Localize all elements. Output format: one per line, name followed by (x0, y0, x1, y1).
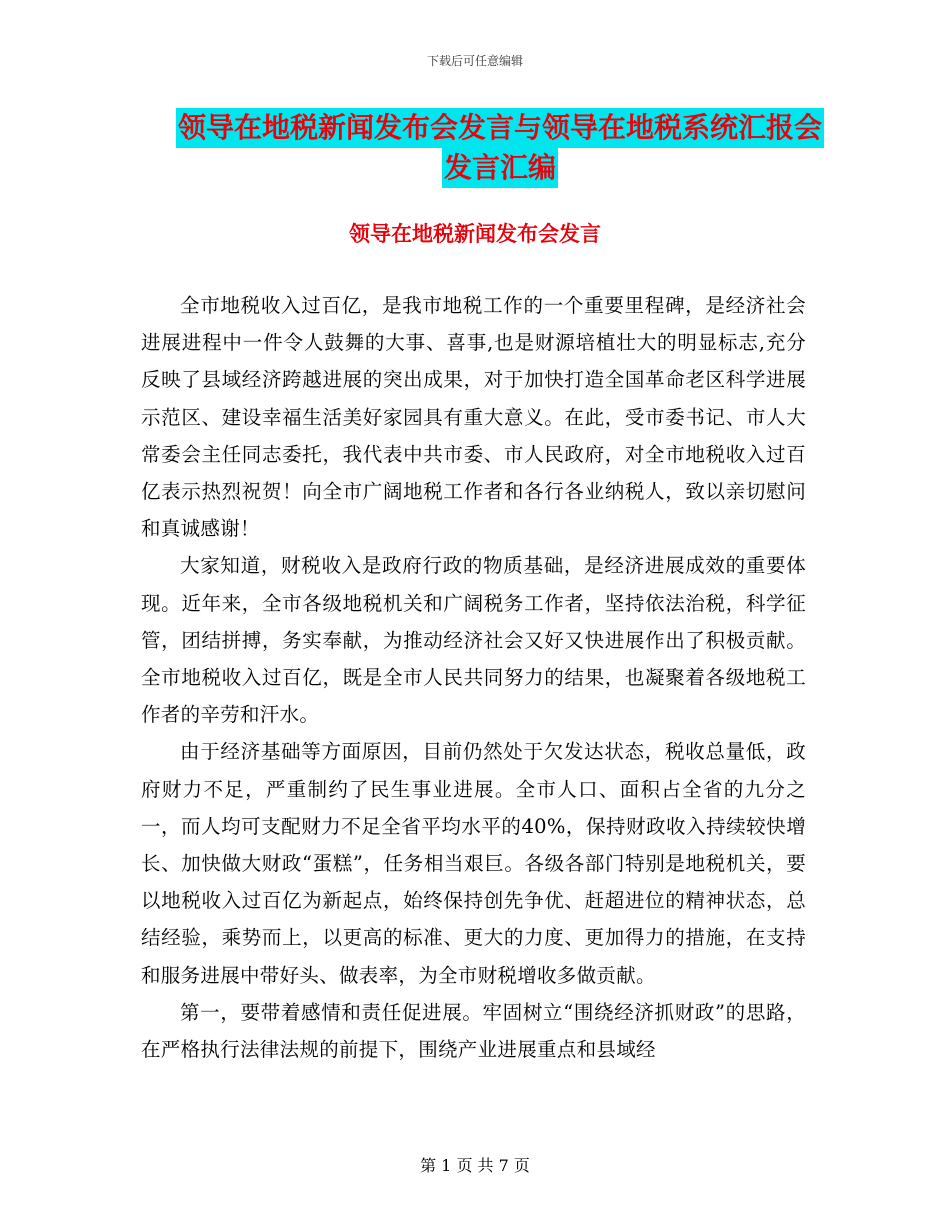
paragraph-2: 大家知道，财税收入是政府行政的物质基础，是经济进展成效的重要体现。近年来，全市各级地税机关和广阔税务工作者，坚持依法治税，科学征管，团结拼搏，务实奉献，为推动经济社会又好又快进展作出了积极贡献。全市地税收入过百亿，既是全市人民共同努力的结果，也凝聚着各级地税工作者的辛劳和汗水。 (141, 554, 806, 727)
page-number: 第 1 页 共 7 页 (420, 1156, 530, 1175)
document-title (120, 108, 880, 188)
body-text (141, 287, 806, 1068)
paragraph-4: 第一，要带着感情和责任促进展。牢固树立“围绕经济抓财政”的思路，在严格执行法律法规的前提下，围绕产业进展重点和县域经 (141, 1000, 806, 1062)
paragraph-3: 由于经济基础等方面原因，目前仍然处于欠发达状态，税收总量低，政府财力不足，严重制约了民生事业进展。全市人口、面积占全省的九分之一，而人均可支配财力不足全省平均水平的40%，保持财政收入持续较快增长、加快做大财政“蛋糕”，任务相当艰巨。各级各部门特别是地税机关，要以地税收入过百亿为新起点，始终保持创先争优、赶超进位的精神状态，总结经验，乘势而上，以更高的标准、更大的力度、更加得力的措施，在支持和服务进展中带好头、做表率，为全市财税增收多做贡献。 (141, 740, 806, 987)
title-line-2: 发言汇编 (442, 148, 558, 188)
section-heading: 领导在地税新闻发布会发言 (349, 222, 601, 246)
page-header: 下载后可任意编辑 (426, 54, 523, 68)
title-line-1: 领导在地税新闻发布会发言与领导在地税系统汇报会 (176, 108, 824, 148)
paragraph-1: 全市地税收入过百亿，是我市地税工作的一个重要里程碑，是经济社会进展进程中一件令人鼓舞的大事、喜事,也是财源培植壮大的明显标志,充分反映了县域经济跨越进展的突出成果，对于加快打造全国革命老区科学进展示范区、建设幸福生活美好家园具有重大意义。在此，受市委书记、市人大常委会主任同志委托，我代表中共市委、市人民政府，对全市地税收入过百亿表示热烈祝贺！向全市广阔地税工作者和各行各业纳税人，致以亲切慰问和真诚感谢！ (141, 294, 806, 541)
